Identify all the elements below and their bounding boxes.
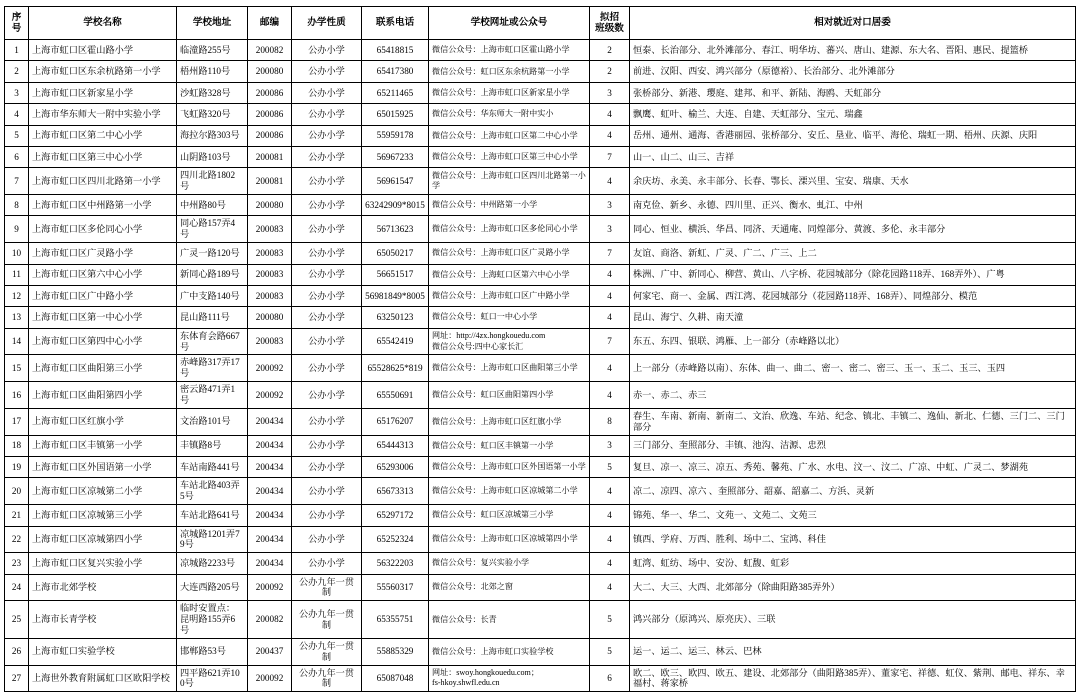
table-row — [5, 61, 1076, 82]
cell-school-nature: 公办九年一贯制 — [292, 638, 362, 665]
cell-website-or-account: 微信公众号：华东师大一附中实小 — [429, 104, 590, 125]
cell-index: 21 — [5, 505, 29, 526]
table-row — [5, 505, 1076, 526]
cell-website-or-account: 微信公众号：上海市虹口区广灵路小学 — [429, 243, 590, 264]
cell-contact-phone: 56961547 — [362, 168, 429, 195]
cell-contact-phone: 65542419 — [362, 328, 429, 355]
cell-contact-phone: 65444313 — [362, 435, 429, 456]
column-header-contact-phone: 联系电话 — [362, 7, 429, 40]
cell-planned-classes: 4 — [590, 168, 630, 195]
cell-nearby-committees: 镇西、学府、万西、胜利、场中二、宝鸿、科佳 — [630, 526, 1076, 553]
cell-contact-phone: 65087048 — [362, 665, 429, 692]
cell-zipcode: 200092 — [248, 665, 292, 692]
cell-school-nature: 公办小学 — [292, 104, 362, 125]
cell-school-name: 上海市虹口区复兴实验小学 — [29, 553, 177, 574]
cell-nearby-committees: 岳州、通州、通海、香港丽园、张桥部分、安丘、垦业、临平、海伦、瑞虹一期、梧州、庆源、庆阳 — [630, 125, 1076, 146]
cell-school-address: 梧州路110号 — [177, 61, 248, 82]
table-row — [5, 40, 1076, 61]
column-header-website-or-account: 学校网址或公众号 — [429, 7, 590, 40]
cell-contact-phone: 63250123 — [362, 307, 429, 328]
cell-nearby-committees: 赤一、赤二、赤三 — [630, 382, 1076, 409]
cell-zipcode: 200080 — [248, 195, 292, 216]
cell-school-nature: 公办小学 — [292, 553, 362, 574]
cell-planned-classes: 4 — [590, 526, 630, 553]
cell-school-name: 上海市北郊学校 — [29, 574, 177, 601]
cell-website-or-account: 微信公众号：上海市虹口区外国语第一小学 — [429, 457, 590, 478]
cell-index: 16 — [5, 382, 29, 409]
table-row — [5, 125, 1076, 146]
cell-index: 8 — [5, 195, 29, 216]
cell-school-name: 上海市虹口区凉城第三小学 — [29, 505, 177, 526]
cell-index: 23 — [5, 553, 29, 574]
cell-zipcode: 200081 — [248, 146, 292, 167]
cell-website-or-account: 微信公众号：上海市虹口区第三中心小学 — [429, 146, 590, 167]
cell-zipcode: 200080 — [248, 61, 292, 82]
cell-website-or-account: 微信公众号：虹口一中心小学 — [429, 307, 590, 328]
cell-zipcode: 200434 — [248, 478, 292, 505]
cell-planned-classes: 8 — [590, 408, 630, 435]
cell-school-address: 海拉尔路303号 — [177, 125, 248, 146]
cell-contact-phone: 65417380 — [362, 61, 429, 82]
table-row — [5, 553, 1076, 574]
table-row — [5, 243, 1076, 264]
cell-zipcode: 200434 — [248, 435, 292, 456]
cell-zipcode: 200083 — [248, 216, 292, 243]
cell-website-or-account: 微信公众号：上海市虹口区曲阳第三小学 — [429, 355, 590, 382]
cell-school-name: 上海市虹口区第三中心小学 — [29, 146, 177, 167]
cell-school-nature: 公办小学 — [292, 40, 362, 61]
cell-school-nature: 公办小学 — [292, 505, 362, 526]
cell-school-name: 上海市虹口区丰镇第一小学 — [29, 435, 177, 456]
table-row — [5, 638, 1076, 665]
cell-planned-classes: 3 — [590, 216, 630, 243]
cell-planned-classes: 4 — [590, 285, 630, 306]
cell-school-nature: 公办小学 — [292, 478, 362, 505]
cell-nearby-committees: 同心、恒业、横浜、华昌、同济、天通庵、同煌部分、黄渡、多伦、永丰部分 — [630, 216, 1076, 243]
cell-index: 10 — [5, 243, 29, 264]
cell-nearby-committees: 复旦、凉一、凉三、凉五、秀苑、馨苑、广水、水电、汶一、汶二、广凉、中虹、广灵二、梦湖苑 — [630, 457, 1076, 478]
cell-school-address: 东体育会路667号 — [177, 328, 248, 355]
cell-zipcode: 200083 — [248, 285, 292, 306]
cell-school-name: 上海市虹口区第六中心小学 — [29, 264, 177, 285]
cell-nearby-committees: 昆山、海宁、久耕、南天潼 — [630, 307, 1076, 328]
cell-website-or-account: 微信公众号：上海虹口区第六中心小学 — [429, 264, 590, 285]
cell-index: 20 — [5, 478, 29, 505]
cell-school-nature: 公办小学 — [292, 216, 362, 243]
cell-index: 26 — [5, 638, 29, 665]
cell-school-address: 密云路471弄1号 — [177, 382, 248, 409]
cell-index: 14 — [5, 328, 29, 355]
cell-index: 27 — [5, 665, 29, 692]
planned-classes-line2: 班级数 — [595, 23, 624, 34]
table-row — [5, 382, 1076, 409]
cell-school-address: 山阴路103号 — [177, 146, 248, 167]
cell-nearby-committees: 运一、运二、运三、林云、巴林 — [630, 638, 1076, 665]
cell-zipcode: 200434 — [248, 457, 292, 478]
cell-contact-phone: 65252324 — [362, 526, 429, 553]
cell-nearby-committees: 张桥部分、新港、璎庭、建邦、和平、新陆、海鸥、天虹部分 — [630, 82, 1076, 103]
cell-index: 24 — [5, 574, 29, 601]
cell-school-name: 上海市长青学校 — [29, 601, 177, 639]
cell-zipcode: 200092 — [248, 355, 292, 382]
cell-school-address: 车站北路403弄5号 — [177, 478, 248, 505]
cell-contact-phone: 55959178 — [362, 125, 429, 146]
cell-planned-classes: 4 — [590, 574, 630, 601]
cell-zipcode: 200092 — [248, 574, 292, 601]
cell-planned-classes: 7 — [590, 146, 630, 167]
cell-contact-phone: 55885329 — [362, 638, 429, 665]
school-enrollment-table — [4, 6, 1076, 692]
cell-nearby-committees: 凉二、凉四、凉六 、奎照部分、韶嘉、韶嘉二、方浜、灵新 — [630, 478, 1076, 505]
cell-nearby-committees: 前进、汉阳、西安、鸿兴部分（原德裕）、长治部分、北外滩部分 — [630, 61, 1076, 82]
cell-school-name: 上海市虹口区凉城第二小学 — [29, 478, 177, 505]
cell-nearby-committees: 春生、车南、新南、新南二、文治、欣逸、车站、纪念、镇北、丰镇二、逸仙、新北、仁德、三门二、三门部分 — [630, 408, 1076, 435]
cell-nearby-committees: 恒泰、长治部分、北外滩部分、春江、明华坊、蕃兴、唐山、建源、东大名、晋阳、惠民、提篮桥 — [630, 40, 1076, 61]
cell-school-name: 上海市虹口区广中路小学 — [29, 285, 177, 306]
cell-index: 15 — [5, 355, 29, 382]
table-row — [5, 82, 1076, 103]
cell-school-nature: 公办小学 — [292, 355, 362, 382]
cell-website-or-account: 微信公众号：上海市虹口区第二中心小学 — [429, 125, 590, 146]
cell-zipcode: 200080 — [248, 307, 292, 328]
table-row — [5, 526, 1076, 553]
cell-contact-phone: 55560317 — [362, 574, 429, 601]
table-row — [5, 104, 1076, 125]
cell-zipcode: 200083 — [248, 328, 292, 355]
cell-index: 6 — [5, 146, 29, 167]
cell-website-or-account: 微信公众号：复兴实验小学 — [429, 553, 590, 574]
cell-school-name: 上海市虹口区外国语第一小学 — [29, 457, 177, 478]
cell-planned-classes: 5 — [590, 638, 630, 665]
cell-index: 1 — [5, 40, 29, 61]
cell-website-or-account: 微信公众号：上海市虹口区凉城第四小学 — [429, 526, 590, 553]
cell-website-or-account: 网址：swoy.hongkouedu.com； fs-hkoy.shwfl.edu.cn — [429, 665, 590, 692]
cell-school-nature: 公办小学 — [292, 243, 362, 264]
cell-index: 9 — [5, 216, 29, 243]
cell-planned-classes: 4 — [590, 264, 630, 285]
table-row — [5, 574, 1076, 601]
cell-index: 25 — [5, 601, 29, 639]
column-header-school-name: 学校名称 — [29, 7, 177, 40]
cell-zipcode: 200437 — [248, 638, 292, 665]
cell-zipcode: 200083 — [248, 243, 292, 264]
cell-planned-classes: 4 — [590, 104, 630, 125]
cell-index: 12 — [5, 285, 29, 306]
cell-website-or-account: 微信公众号：虹口区曲阳第四小学 — [429, 382, 590, 409]
cell-nearby-committees: 东五、东四、银联、鸿雁、上一部分（赤峰路以北） — [630, 328, 1076, 355]
cell-zipcode: 200092 — [248, 382, 292, 409]
cell-website-or-account: 微信公众号：中州路第一小学 — [429, 195, 590, 216]
cell-index: 18 — [5, 435, 29, 456]
cell-website-or-account: 微信公众号：上海市虹口区霍山路小学 — [429, 40, 590, 61]
cell-website-or-account: 微信公众号：虹口区凉城第三小学 — [429, 505, 590, 526]
cell-index: 4 — [5, 104, 29, 125]
cell-school-nature: 公办九年一贯制 — [292, 601, 362, 639]
cell-contact-phone: 65550691 — [362, 382, 429, 409]
cell-planned-classes: 3 — [590, 195, 630, 216]
cell-zipcode: 200434 — [248, 505, 292, 526]
cell-school-address: 飞虹路320号 — [177, 104, 248, 125]
cell-school-name: 上海市虹口区新家星小学 — [29, 82, 177, 103]
cell-planned-classes: 3 — [590, 82, 630, 103]
column-header-index: 序号 — [5, 7, 29, 40]
cell-zipcode: 200434 — [248, 408, 292, 435]
cell-school-name: 上海市虹口区凉城第四小学 — [29, 526, 177, 553]
cell-school-address: 临时安置点：昆明路155弄6号 — [177, 601, 248, 639]
cell-school-name: 上海市虹口区红旗小学 — [29, 408, 177, 435]
cell-contact-phone: 65176207 — [362, 408, 429, 435]
cell-school-nature: 公办小学 — [292, 82, 362, 103]
column-header-school-nature: 办学性质 — [292, 7, 362, 40]
cell-website-or-account: 微信公众号：北郊之窗 — [429, 574, 590, 601]
cell-contact-phone: 56981849*8005 — [362, 285, 429, 306]
cell-index: 22 — [5, 526, 29, 553]
table-row — [5, 435, 1076, 456]
cell-planned-classes: 2 — [590, 40, 630, 61]
cell-school-nature: 公办小学 — [292, 125, 362, 146]
cell-website-or-account: 微信公众号：虹口区丰镇第一小学 — [429, 435, 590, 456]
cell-school-name: 上海市虹口区第一中心小学 — [29, 307, 177, 328]
table-row — [5, 168, 1076, 195]
cell-website-or-account: 微信公众号：上海市虹口区新家星小学 — [429, 82, 590, 103]
cell-nearby-committees: 友谊、商洛、新虹、广灵、广二、广三、上二 — [630, 243, 1076, 264]
cell-school-address: 临潼路255号 — [177, 40, 248, 61]
cell-school-nature: 公办小学 — [292, 435, 362, 456]
cell-school-address: 车站北路641号 — [177, 505, 248, 526]
cell-school-nature: 公办九年一贯制 — [292, 665, 362, 692]
table-row — [5, 478, 1076, 505]
cell-contact-phone: 65293006 — [362, 457, 429, 478]
cell-school-name: 上海世外教育附属虹口区欧阳学校 — [29, 665, 177, 692]
cell-school-name: 上海市虹口区第四中心小学 — [29, 328, 177, 355]
cell-school-address: 车站南路441号 — [177, 457, 248, 478]
cell-contact-phone: 56967233 — [362, 146, 429, 167]
cell-zipcode: 200082 — [248, 601, 292, 639]
cell-school-name: 上海市虹口区东余杭路第一小学 — [29, 61, 177, 82]
cell-school-name: 上海市虹口实验学校 — [29, 638, 177, 665]
cell-index: 3 — [5, 82, 29, 103]
cell-zipcode: 200082 — [248, 40, 292, 61]
planned-classes-line1: 拟招 — [599, 11, 620, 23]
cell-school-name: 上海市虹口区霍山路小学 — [29, 40, 177, 61]
table-row — [5, 146, 1076, 167]
table-body — [5, 40, 1076, 692]
cell-contact-phone: 56651517 — [362, 264, 429, 285]
table-header — [5, 7, 1076, 40]
cell-nearby-committees: 株洲、广中、新同心、柳营、黄山、八字桥、花园城部分（除花园路118弄、168弄外）、广粤 — [630, 264, 1076, 285]
cell-planned-classes: 6 — [590, 665, 630, 692]
table-row — [5, 195, 1076, 216]
cell-contact-phone: 65528625*819 — [362, 355, 429, 382]
cell-school-address: 昆山路111号 — [177, 307, 248, 328]
cell-school-nature: 公办小学 — [292, 328, 362, 355]
cell-website-or-account: 微信公众号：上海市虹口区多伦同心小学 — [429, 216, 590, 243]
cell-index: 7 — [5, 168, 29, 195]
cell-school-nature: 公办小学 — [292, 526, 362, 553]
cell-school-address: 中州路80号 — [177, 195, 248, 216]
cell-nearby-committees: 何家宅、商一、金属、西江湾、花园城部分（花园路118弄、168弄）、同煌部分、模范 — [630, 285, 1076, 306]
cell-index: 19 — [5, 457, 29, 478]
cell-nearby-committees: 鸿兴部分（原鸿兴、原亮庆）、三联 — [630, 601, 1076, 639]
cell-school-address: 沙虹路328号 — [177, 82, 248, 103]
table-header-row — [5, 7, 1076, 40]
cell-zipcode: 200086 — [248, 104, 292, 125]
cell-school-address: 四平路621弄100号 — [177, 665, 248, 692]
cell-nearby-committees: 虹湾、虹纺、场中、安汾、虹馥、虹彩 — [630, 553, 1076, 574]
cell-school-address: 四川北路1802号 — [177, 168, 248, 195]
column-header-planned-classes — [590, 7, 630, 40]
cell-index: 17 — [5, 408, 29, 435]
table-row — [5, 216, 1076, 243]
cell-website-or-account: 微信公众号：上海市虹口区红旗小学 — [429, 408, 590, 435]
cell-zipcode: 200086 — [248, 82, 292, 103]
cell-contact-phone: 65355751 — [362, 601, 429, 639]
cell-planned-classes: 4 — [590, 478, 630, 505]
cell-school-address: 邯郸路53号 — [177, 638, 248, 665]
cell-planned-classes: 4 — [590, 125, 630, 146]
cell-school-nature: 公办小学 — [292, 457, 362, 478]
cell-nearby-committees: 欧二、欧三、欧四、欧五、建设、北郊部分（曲阳路385弄）、董家宅、祥德、虹仪、紫荆、邮电、祥东、幸福村、蒋家桥 — [630, 665, 1076, 692]
cell-website-or-account: 网址：http://4zx.hongkouedu.com 微信公众号:四中心家长汇 — [429, 328, 590, 355]
cell-website-or-account: 微信公众号：长青 — [429, 601, 590, 639]
cell-school-nature: 公办小学 — [292, 408, 362, 435]
cell-planned-classes: 7 — [590, 243, 630, 264]
cell-website-or-account: 微信公众号：上海市虹口实验学校 — [429, 638, 590, 665]
cell-planned-classes: 5 — [590, 457, 630, 478]
column-header-nearby-committees: 相对就近对口居委 — [630, 7, 1076, 40]
cell-school-name: 上海市虹口区广灵路小学 — [29, 243, 177, 264]
cell-zipcode: 200081 — [248, 168, 292, 195]
cell-school-nature: 公办小学 — [292, 382, 362, 409]
cell-school-name: 上海市虹口区曲阳第四小学 — [29, 382, 177, 409]
table-row — [5, 285, 1076, 306]
cell-school-address: 同心路157弄4号 — [177, 216, 248, 243]
cell-school-nature: 公办小学 — [292, 264, 362, 285]
cell-school-nature: 公办小学 — [292, 285, 362, 306]
cell-website-or-account: 微信公众号：上海市虹口区四川北路第一小学 — [429, 168, 590, 195]
cell-planned-classes: 4 — [590, 382, 630, 409]
cell-school-address: 丰镇路8号 — [177, 435, 248, 456]
cell-school-address: 新同心路189号 — [177, 264, 248, 285]
table-row — [5, 307, 1076, 328]
cell-index: 5 — [5, 125, 29, 146]
cell-index: 11 — [5, 264, 29, 285]
table-row — [5, 264, 1076, 285]
cell-zipcode: 200434 — [248, 553, 292, 574]
cell-website-or-account: 微信公众号：虹口区东余杭路第一小学 — [429, 61, 590, 82]
cell-school-name: 上海市虹口区四川北路第一小学 — [29, 168, 177, 195]
cell-contact-phone: 65211465 — [362, 82, 429, 103]
cell-contact-phone: 56713623 — [362, 216, 429, 243]
cell-planned-classes: 3 — [590, 435, 630, 456]
cell-nearby-committees: 山一、山二、山三、吉祥 — [630, 146, 1076, 167]
cell-nearby-committees: 飘鹰、虹叶、榆兰、大连、自建、天虹部分、宝元、瑞鑫 — [630, 104, 1076, 125]
cell-school-address: 广灵一路120号 — [177, 243, 248, 264]
cell-zipcode: 200086 — [248, 125, 292, 146]
cell-school-address: 文治路101号 — [177, 408, 248, 435]
cell-planned-classes: 4 — [590, 307, 630, 328]
table-row — [5, 601, 1076, 639]
cell-contact-phone: 56322203 — [362, 553, 429, 574]
cell-nearby-committees: 余庆坊、永美、永丰部分、长春、鄂长、溧兴里、宝安、瑞康、天水 — [630, 168, 1076, 195]
column-header-school-address: 学校地址 — [177, 7, 248, 40]
cell-planned-classes: 4 — [590, 355, 630, 382]
table-row — [5, 665, 1076, 692]
cell-index: 13 — [5, 307, 29, 328]
cell-planned-classes: 4 — [590, 553, 630, 574]
cell-school-name: 上海市虹口区中州路第一小学 — [29, 195, 177, 216]
cell-school-nature: 公办小学 — [292, 168, 362, 195]
cell-contact-phone: 65673313 — [362, 478, 429, 505]
table-row — [5, 457, 1076, 478]
cell-school-address: 赤峰路317弄17号 — [177, 355, 248, 382]
cell-school-address: 凉城路1201弄79号 — [177, 526, 248, 553]
cell-contact-phone: 65418815 — [362, 40, 429, 61]
cell-contact-phone: 65297172 — [362, 505, 429, 526]
cell-school-address: 凉城路2233号 — [177, 553, 248, 574]
cell-contact-phone: 63242909*8015 — [362, 195, 429, 216]
cell-planned-classes: 4 — [590, 505, 630, 526]
cell-zipcode: 200434 — [248, 526, 292, 553]
cell-school-name: 上海市虹口区曲阳第三小学 — [29, 355, 177, 382]
cell-nearby-committees: 大二、大三、大西、北郊部分（除曲阳路385弄外） — [630, 574, 1076, 601]
cell-index: 2 — [5, 61, 29, 82]
table-row — [5, 355, 1076, 382]
cell-contact-phone: 65015925 — [362, 104, 429, 125]
cell-school-nature: 公办小学 — [292, 307, 362, 328]
cell-school-name: 上海市华东师大一附中实验小学 — [29, 104, 177, 125]
cell-school-name: 上海市虹口区第二中心小学 — [29, 125, 177, 146]
cell-nearby-committees: 南克俭、新乡、永德、四川里、正兴、衡水、虬江、中州 — [630, 195, 1076, 216]
cell-school-address: 大连西路205号 — [177, 574, 248, 601]
cell-website-or-account: 微信公众号：上海市虹口区广中路小学 — [429, 285, 590, 306]
cell-nearby-committees: 锦苑、华一、华二、文苑一、文苑二、文苑三 — [630, 505, 1076, 526]
table-row — [5, 408, 1076, 435]
cell-nearby-committees: 上一部分（赤峰路以南）、东体、曲一、曲二、密一、密二、密三、玉一、玉二、玉三、玉四 — [630, 355, 1076, 382]
cell-school-address: 广中支路140号 — [177, 285, 248, 306]
cell-nearby-committees: 三门部分、奎照部分、丰镇、池沟、洁源、忠烈 — [630, 435, 1076, 456]
cell-planned-classes: 5 — [590, 601, 630, 639]
cell-school-nature: 公办小学 — [292, 61, 362, 82]
cell-school-nature: 公办小学 — [292, 195, 362, 216]
cell-school-nature: 公办小学 — [292, 146, 362, 167]
cell-school-name: 上海市虹口区多伦同心小学 — [29, 216, 177, 243]
cell-website-or-account: 微信公众号：上海市虹口区凉城第二小学 — [429, 478, 590, 505]
cell-planned-classes: 7 — [590, 328, 630, 355]
column-header-zipcode: 邮编 — [248, 7, 292, 40]
table-row — [5, 328, 1076, 355]
cell-planned-classes: 2 — [590, 61, 630, 82]
cell-zipcode: 200083 — [248, 264, 292, 285]
cell-school-nature: 公办九年一贯制 — [292, 574, 362, 601]
cell-contact-phone: 65050217 — [362, 243, 429, 264]
